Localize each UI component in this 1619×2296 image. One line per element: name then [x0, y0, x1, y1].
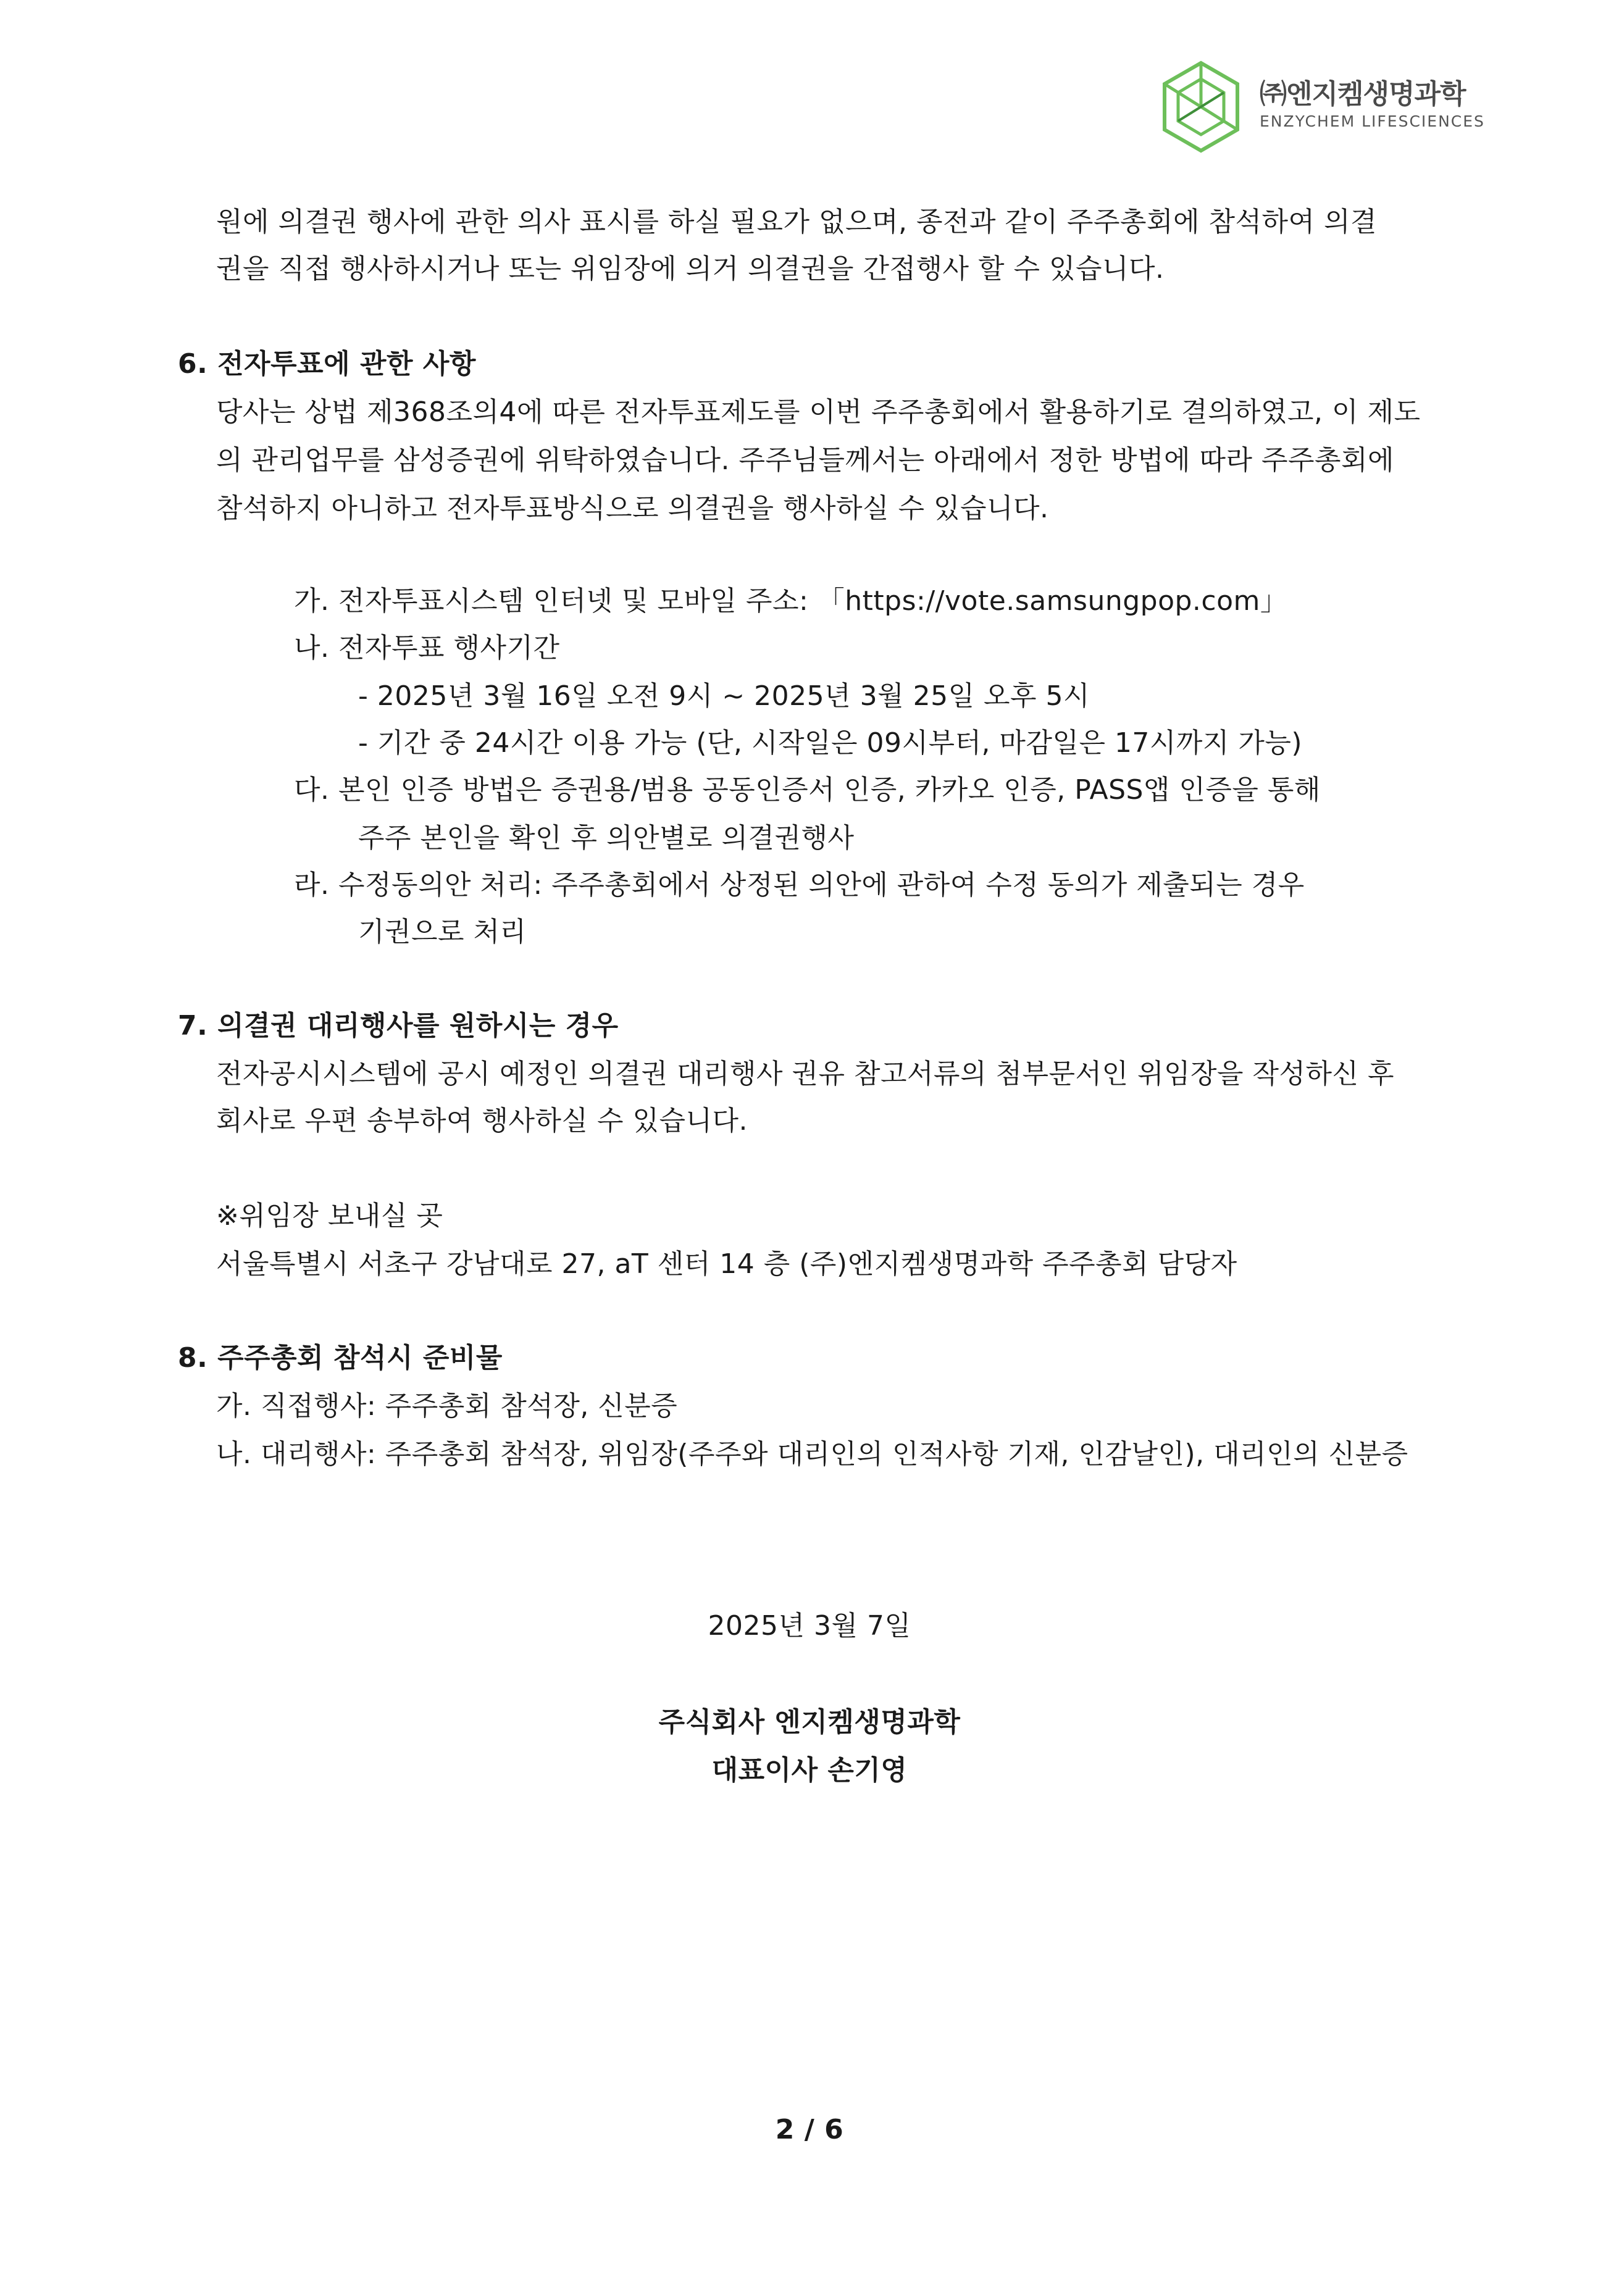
section-7-mail-address: 서울특별시 서초구 강남대로 27, aT 센터 14 층 (주)엔지켐생명과학 주주총회 담당자: [216, 1248, 1237, 1280]
section-6-item-da-line-1: 다. 본인 인증 방법은 증권용/범용 공동인증서 인증, 카카오 인증, PASS앱 인증을 통해: [294, 774, 1321, 806]
section-8-item-na: 나. 대리행사: 주주총회 참석장, 위임장(주주와 대리인의 인적사항 기재, 인감날인), 대리인의 신분증: [216, 1438, 1408, 1470]
company-name: 주식회사 엔지켐생명과학: [658, 1706, 961, 1738]
intro-line-1: 원에 의결권 행사에 관한 의사 표시를 하실 필요가 없으며, 종전과 같이 주주총회에 참석하여 의결: [216, 206, 1377, 238]
section-7-mail-note: ※위임장 보내실 곳: [216, 1200, 443, 1232]
section-6-item-na-sub-1: - 2025년 3월 16일 오전 9시 ~ 2025년 3월 25일 오후 5시: [358, 680, 1090, 712]
section-6-para-line-1: 당사는 상법 제368조의4에 따른 전자투표제도를 이번 주주총회에서 활용하기로 결의하였고, 이 제도: [216, 396, 1421, 428]
section-6-para-line-2: 의 관리업무를 삼성증권에 위탁하였습니다. 주주님들께서는 아래에서 정한 방법에 따라 주주총회에: [216, 445, 1395, 476]
section-7-para-line-1: 전자공시시스템에 공시 예정인 의결권 대리행사 권유 참고서류의 첨부문서인 위임장을 작성하신 후: [216, 1058, 1395, 1090]
ceo-name: 대표이사 손기영: [711, 1755, 908, 1786]
logo-korean-name: ㈜엔지켐생명과학: [1260, 78, 1466, 110]
section-8-title: 8. 주주총회 참석시 준비물: [178, 1342, 503, 1374]
logo-english-name: ENZYCHEM LIFESCIENCES: [1260, 112, 1485, 130]
company-logo: [1161, 61, 1485, 153]
section-6-item-ra-line-2: 기권으로 처리: [358, 916, 527, 948]
section-7-title: 7. 의결권 대리행사를 원하시는 경우: [178, 1010, 619, 1042]
hexagon-cube-icon: [1161, 61, 1241, 153]
intro-line-2: 권을 직접 행사하시거나 또는 위임장에 의거 의결권을 간접행사 할 수 있습니다.: [216, 253, 1165, 285]
page-number: 2 / 6: [775, 2114, 844, 2145]
notice-date: 2025년 3월 7일: [708, 1610, 911, 1642]
section-7-para-line-2: 회사로 우편 송부하여 행사하실 수 있습니다.: [216, 1105, 748, 1137]
section-6-title: 6. 전자투표에 관한 사항: [178, 348, 476, 380]
section-6-item-da-line-2: 주주 본인을 확인 후 의안별로 의결권행사: [358, 822, 855, 854]
section-6-item-na: 나. 전자투표 행사기간: [294, 632, 560, 664]
section-8-item-ga: 가. 직접행사: 주주총회 참석장, 신분증: [216, 1390, 678, 1422]
section-6-item-ga: 가. 전자투표시스템 인터넷 및 모바일 주소: 「https://vote.samsungpop.com」: [294, 585, 1288, 617]
section-6-item-ra-line-1: 라. 수정동의안 처리: 주주총회에서 상정된 의안에 관하여 수정 동의가 제출되는 경우: [294, 869, 1305, 901]
section-6-para-line-3: 참석하지 아니하고 전자투표방식으로 의결권을 행사하실 수 있습니다.: [216, 493, 1049, 524]
section-6-item-na-sub-2: - 기간 중 24시간 이용 가능 (단, 시작일은 09시부터, 마감일은 17시까지 가능): [358, 727, 1303, 759]
